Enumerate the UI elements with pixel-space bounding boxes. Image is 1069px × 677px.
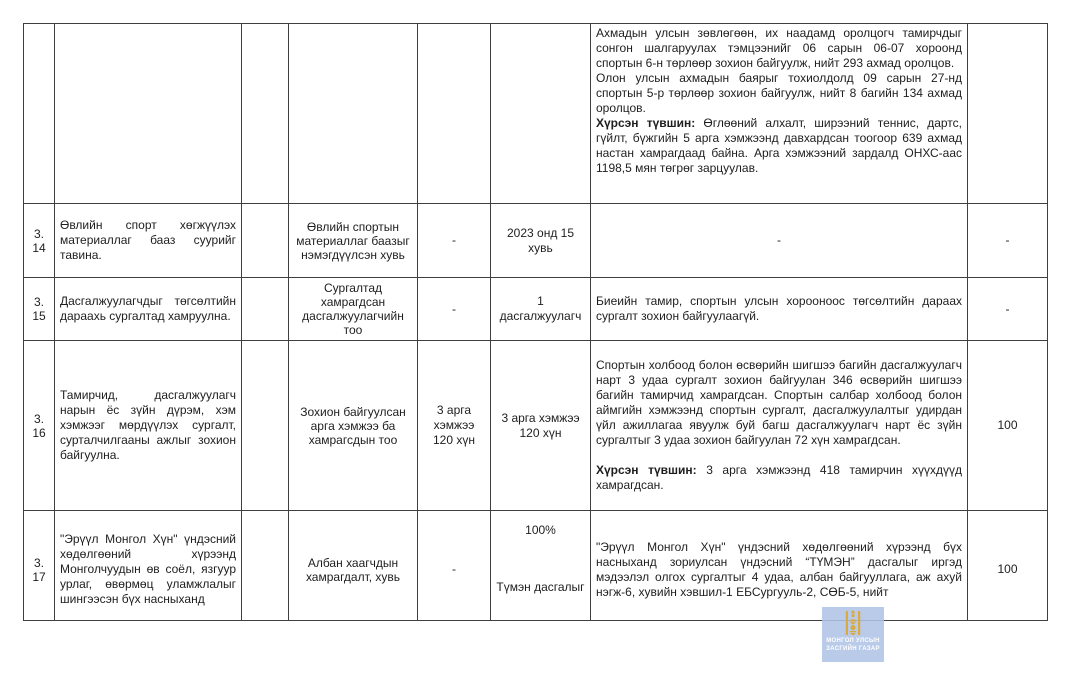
cell-result [591, 511, 968, 622]
logo-text-line1: МОНГОЛ УЛСЫН [826, 638, 880, 644]
result-paragraph: Ахмадын улсын зөвлөгөөн, их наадамд оролцогч тамирчдыг сонгон шалгаруулах тэмцээнийг 06 сарын 06-07 хороонд спортын 6-н төрлөөр зохион байгуулж, нийт 293 ахмад оролцов. [596, 26, 962, 70]
table-row [24, 204, 1048, 278]
result-paragraph: "Эрүүл Монгол Хүн" үндэсний хөдөлгөөний хүрээнд бүх насныханд зориулсан үндэсний “ТҮМЭН” дасгалыг иргэд мэдээлэл олгох сургалтыг 4 удаа, албан байгууллага, аж ахуй нэгж-6, хувийн хэвшил-1 ЕБСургууль-2, СӨБ-5, нийт [596, 539, 962, 599]
row-number: 14 [32, 240, 46, 255]
cell-empty [242, 204, 289, 278]
row-number: 16 [32, 425, 46, 440]
cell-task: Тамирчид, дасгалжуулагч нарын ёс зүйн дүрэм, хэм хэмжээг мөрдүүлэх сургалт, сурталчилгааны ажлыг зохион байгуулна. [55, 341, 242, 511]
cell-empty [242, 341, 289, 511]
result-paragraph: Хүрсэн түвшин: 3 арга хэмжээнд 418 тамирчин хүүхдүүд хамрагдсан. [596, 463, 962, 492]
cell-indicator: Зохион байгуулсан арга хэмжээ ба хамрагсдын тоо [289, 341, 418, 511]
cell-empty [242, 511, 289, 622]
row-number: 3. [33, 226, 44, 241]
government-logo [822, 607, 884, 662]
table-row [24, 511, 1048, 622]
cell-indicator [289, 24, 418, 204]
result-paragraph: Олон улсын ахмадын баярыг тохиолдолд 09 сарын 27-нд спортын 5-р төрлөөр зохион байгуулж, нийт 8 багийн 134 ахмад оролцов. [596, 71, 962, 115]
cell-empty [242, 278, 289, 341]
cell-target [491, 511, 591, 622]
row-number: 3. [33, 295, 44, 309]
page-break-line [23, 620, 1048, 621]
cell-baseline: - [418, 278, 491, 341]
cell-no [24, 341, 55, 511]
cell-no [24, 511, 55, 622]
report-table [23, 23, 1048, 621]
row-number: 17 [32, 569, 46, 584]
cell-task: Өвлийн спорт хөгжүүлэх материаллаг бааз суурийг тавина. [55, 204, 242, 278]
logo-text-line2: ЗАСГИЙН ГАЗАР [826, 645, 880, 652]
cell-baseline [418, 24, 491, 204]
cell-score: - [968, 204, 1048, 278]
cell-empty [242, 24, 289, 204]
row-number: 15 [32, 309, 46, 323]
cell-result [591, 341, 968, 511]
cell-score: - [968, 278, 1048, 341]
cell-target: 1 дасгалжуулагч [491, 278, 591, 341]
cell-score: 100 [968, 341, 1048, 511]
cell-indicator: Сургалтад хамрагдсан дасгалжуулагчийн тоо [289, 278, 418, 341]
cell-target [491, 24, 591, 204]
cell-baseline: - [418, 204, 491, 278]
cell-task: Дасгалжуулагчдыг төгсөлтийн дараахь сургалтад хамруулна. [55, 278, 242, 341]
soyombo-icon [845, 610, 861, 636]
table-row [24, 24, 1048, 204]
target-value: 100% [525, 523, 556, 537]
cell-target: 3 арга хэмжээ 120 хүн [491, 341, 591, 511]
cell-score [968, 24, 1048, 204]
cell-task [55, 24, 242, 204]
cell-no [24, 24, 55, 204]
cell-result [591, 24, 968, 204]
result-paragraph: Спортын холбоод болон өсвөрийн шигшээ багийн дасгалжуулагч нарт 3 удаа сургалт зохион байгуулан 346 өсвөрийн шигшээ багийн тамирчид хамрагдсан. Спортын салбар холбоод болон аймгийн хэмжээнд спортын сургалт, дасгалжуулалтыг удирдан үйл ажиллагаа явуулж буй багш дасгалжуулагч нарт ёс зүйн сургалтыг 3 удаа зохион байгуулан 72 хүн хамрагдсан. [596, 358, 962, 447]
row-number: 3. [33, 411, 44, 426]
result-bold-prefix: Хүрсэн түвшин: [596, 463, 697, 477]
cell-baseline: - [418, 511, 491, 622]
target-value-continued: Түмэн дасгалыг [496, 580, 585, 594]
result-paragraph: Хүрсэн түвшин: Өглөөний алхалт, ширээний теннис, дартс, гүйлт, бүжгийн 5 арга хэмжээнд давхардсан тоогоор 639 ахмад настан хамрагдаад байна. Арга хэмжээний зардалд ОНХС-аас 1198,5 мян төгрөг зарцуулав. [596, 116, 962, 175]
table-row [24, 341, 1048, 511]
cell-no [24, 278, 55, 341]
cell-baseline: 3 арга хэмжээ 120 хүн [418, 341, 491, 511]
cell-result: - [591, 204, 968, 278]
cell-target: 2023 онд 15 хувь [491, 204, 591, 278]
cell-indicator: Өвлийн спортын материаллаг баазыг нэмэгдүүлсэн хувь [289, 204, 418, 278]
cell-score: 100 [968, 511, 1048, 622]
row-number: 3. [33, 555, 44, 570]
result-bold-prefix: Хүрсэн түвшин: [596, 116, 696, 130]
cell-result: Биеийн тамир, спортын улсын хорооноос төгсөлтийн дараах сургалт зохион байгуулаагүй. [591, 278, 968, 341]
cell-no [24, 204, 55, 278]
cell-task: "Эрүүл Монгол Хүн" үндэсний хөдөлгөөний хүрээнд Монголчуудын өв соёл, язгуур урлаг, өвөрмөц уламжлалыг шингээсэн бүх насныханд [55, 511, 242, 622]
cell-indicator: Албан хаагчдын хамрагдалт, хувь [289, 511, 418, 622]
table-row [24, 278, 1048, 341]
report-table-clip [23, 23, 1048, 621]
